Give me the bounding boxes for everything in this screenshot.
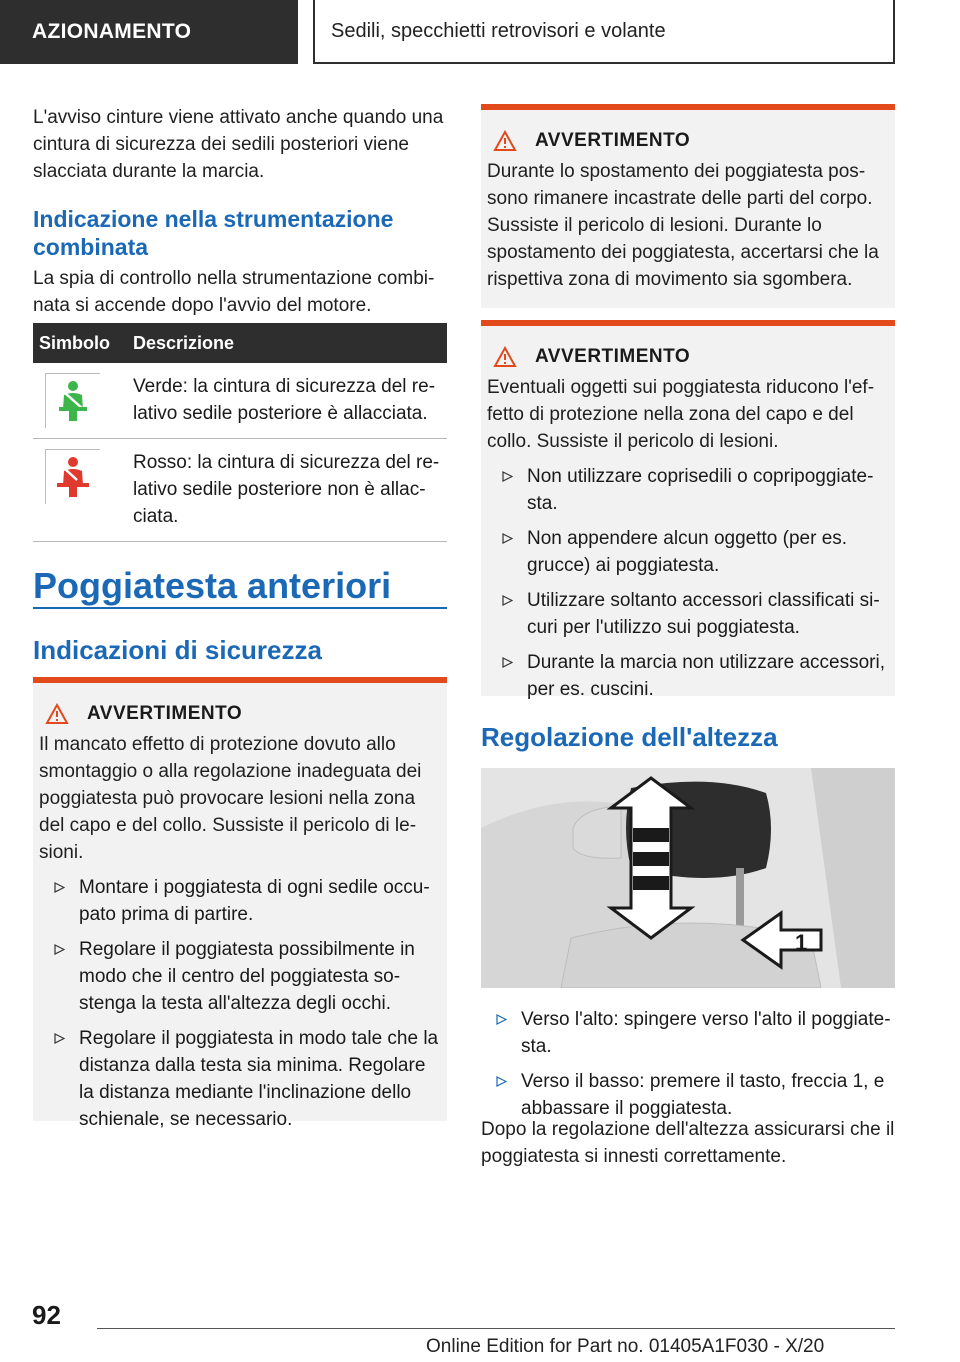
triangle-bullet-icon: [481, 1068, 521, 1122]
adjustment-list: [481, 998, 895, 1122]
headrest-illustration: [481, 768, 895, 988]
seatbelt-fastened-green-icon: [45, 373, 100, 428]
warning-box: [481, 104, 895, 308]
warning-triangle-icon: [493, 130, 517, 152]
warning-text: Durante lo spostamento dei poggiatesta possono rimanere incastrate delle parti del corpo. Sussiste il pericolo di lesioni. Durante lo spostamento dei poggiatesta, accertarsi che la rispettiva zona di movimento sia sgombera.: [487, 161, 879, 290]
triangle-bullet-icon: [487, 463, 527, 517]
warning-text: Il mancato effetto di protezione dovuto allo smontaggio o alla regolazione inadeguata dei poggiatesta può provocare lesioni nella zona del capo e del collo. Sussiste il pericolo di lesioni.: [39, 734, 422, 863]
triangle-bullet-icon: [39, 936, 79, 1017]
table-row: [33, 363, 447, 439]
closing-paragraph: Dopo la regolazione dell'altezza assicurarsi che il poggiatesta si innesti correttamente.: [481, 1119, 895, 1167]
triangle-bullet-icon: [487, 587, 527, 641]
table-row: [33, 439, 447, 542]
list-item: Montare i poggiatesta di ogni sedile occupato prima di partire.: [39, 874, 441, 928]
list-item: Utilizzare soltanto accessori classificati sicuri per l'utilizzo sui poggiatesta.: [487, 587, 889, 641]
list-item: Verso l'alto: spingere verso l'alto il poggiatesta.: [481, 1006, 895, 1060]
edition-footer: Online Edition for Part no. 01405A1F030 - X/20: [426, 1336, 825, 1357]
indication-heading: Indicazione nella strumentazione combinata: [33, 206, 394, 260]
list-item: Non appendere alcun oggetto (per es. grucce) ai poggiatesta.: [487, 525, 889, 579]
triangle-bullet-icon: [39, 874, 79, 928]
list-item: Durante la marcia non utilizzare accessori, per es. cuscini.: [487, 649, 889, 703]
col-symbol-header: Simbolo: [39, 332, 110, 353]
section-tab: [0, 0, 298, 64]
section-heading: Poggiatesta anteriori: [33, 565, 392, 606]
height-adjustment-heading: Regolazione dell'altezza: [481, 722, 778, 752]
row-description: Rosso: la cintura di sicurezza del relativo sedile posteriore non è allacciata.: [133, 452, 440, 527]
row-description: Verde: la cintura di sicurezza del relativo sedile posteriore è allacciata.: [133, 376, 436, 424]
warning-triangle-icon: [493, 346, 517, 368]
seatbelt-unfastened-red-icon: [45, 449, 100, 504]
warning-box: [33, 677, 447, 1130]
triangle-bullet-icon: [481, 1006, 521, 1060]
triangle-bullet-icon: [39, 1025, 79, 1133]
warning-text: Eventuali oggetti sui poggiatesta riducono l'effetto di protezione nella zona del capo e del collo. Sussiste il pericolo di lesioni.: [487, 377, 875, 452]
warning-box: [481, 320, 895, 700]
col-description-header: Descrizione: [133, 332, 235, 353]
figure-label: 1: [795, 930, 808, 955]
triangle-bullet-icon: [487, 649, 527, 703]
subsection-heading: Indicazioni di sicurezza: [33, 635, 322, 665]
warning-title: AVVERTIMENTO: [39, 703, 441, 725]
table-header: [33, 323, 447, 363]
footer-rule: [97, 1328, 895, 1329]
section-title: AZIONAMENTO: [32, 20, 192, 43]
list-item: Regolare il poggiatesta possibilmente in modo che il centro del poggiatesta sostenga la testa all'altezza degli occhi.: [39, 936, 441, 1017]
list-item: Regolare il poggiatesta in modo tale che la distanza dalla testa sia minima. Regolare la distanza mediante l'inclinazione dello schienale, se necessario.: [39, 1025, 441, 1133]
warning-title: AVVERTIMENTO: [487, 346, 889, 368]
warning-triangle-icon: [45, 703, 69, 725]
page-number: 92: [32, 1300, 61, 1330]
intro-paragraph: L'avviso cinture viene attivato anche quando una cintura di sicurezza dei sedili posteriori viene slacciata durante la marcia.: [33, 107, 444, 182]
list-item: Verso il basso: premere il tasto, freccia 1, e abbassare il poggiatesta.: [481, 1068, 895, 1122]
triangle-bullet-icon: [487, 525, 527, 579]
heading-rule: [33, 607, 447, 609]
list-item: Non utilizzare coprisedili o copripoggiatesta.: [487, 463, 889, 517]
indication-paragraph: La spia di controllo nella strumentazione combinata si accende dopo l'avvio del motore.: [33, 268, 435, 316]
chapter-title: Sedili, specchietti retrovisori e volante: [331, 19, 666, 42]
warning-title: AVVERTIMENTO: [487, 130, 889, 152]
chapter-tab: [313, 0, 895, 64]
symbol-table: [33, 323, 447, 542]
